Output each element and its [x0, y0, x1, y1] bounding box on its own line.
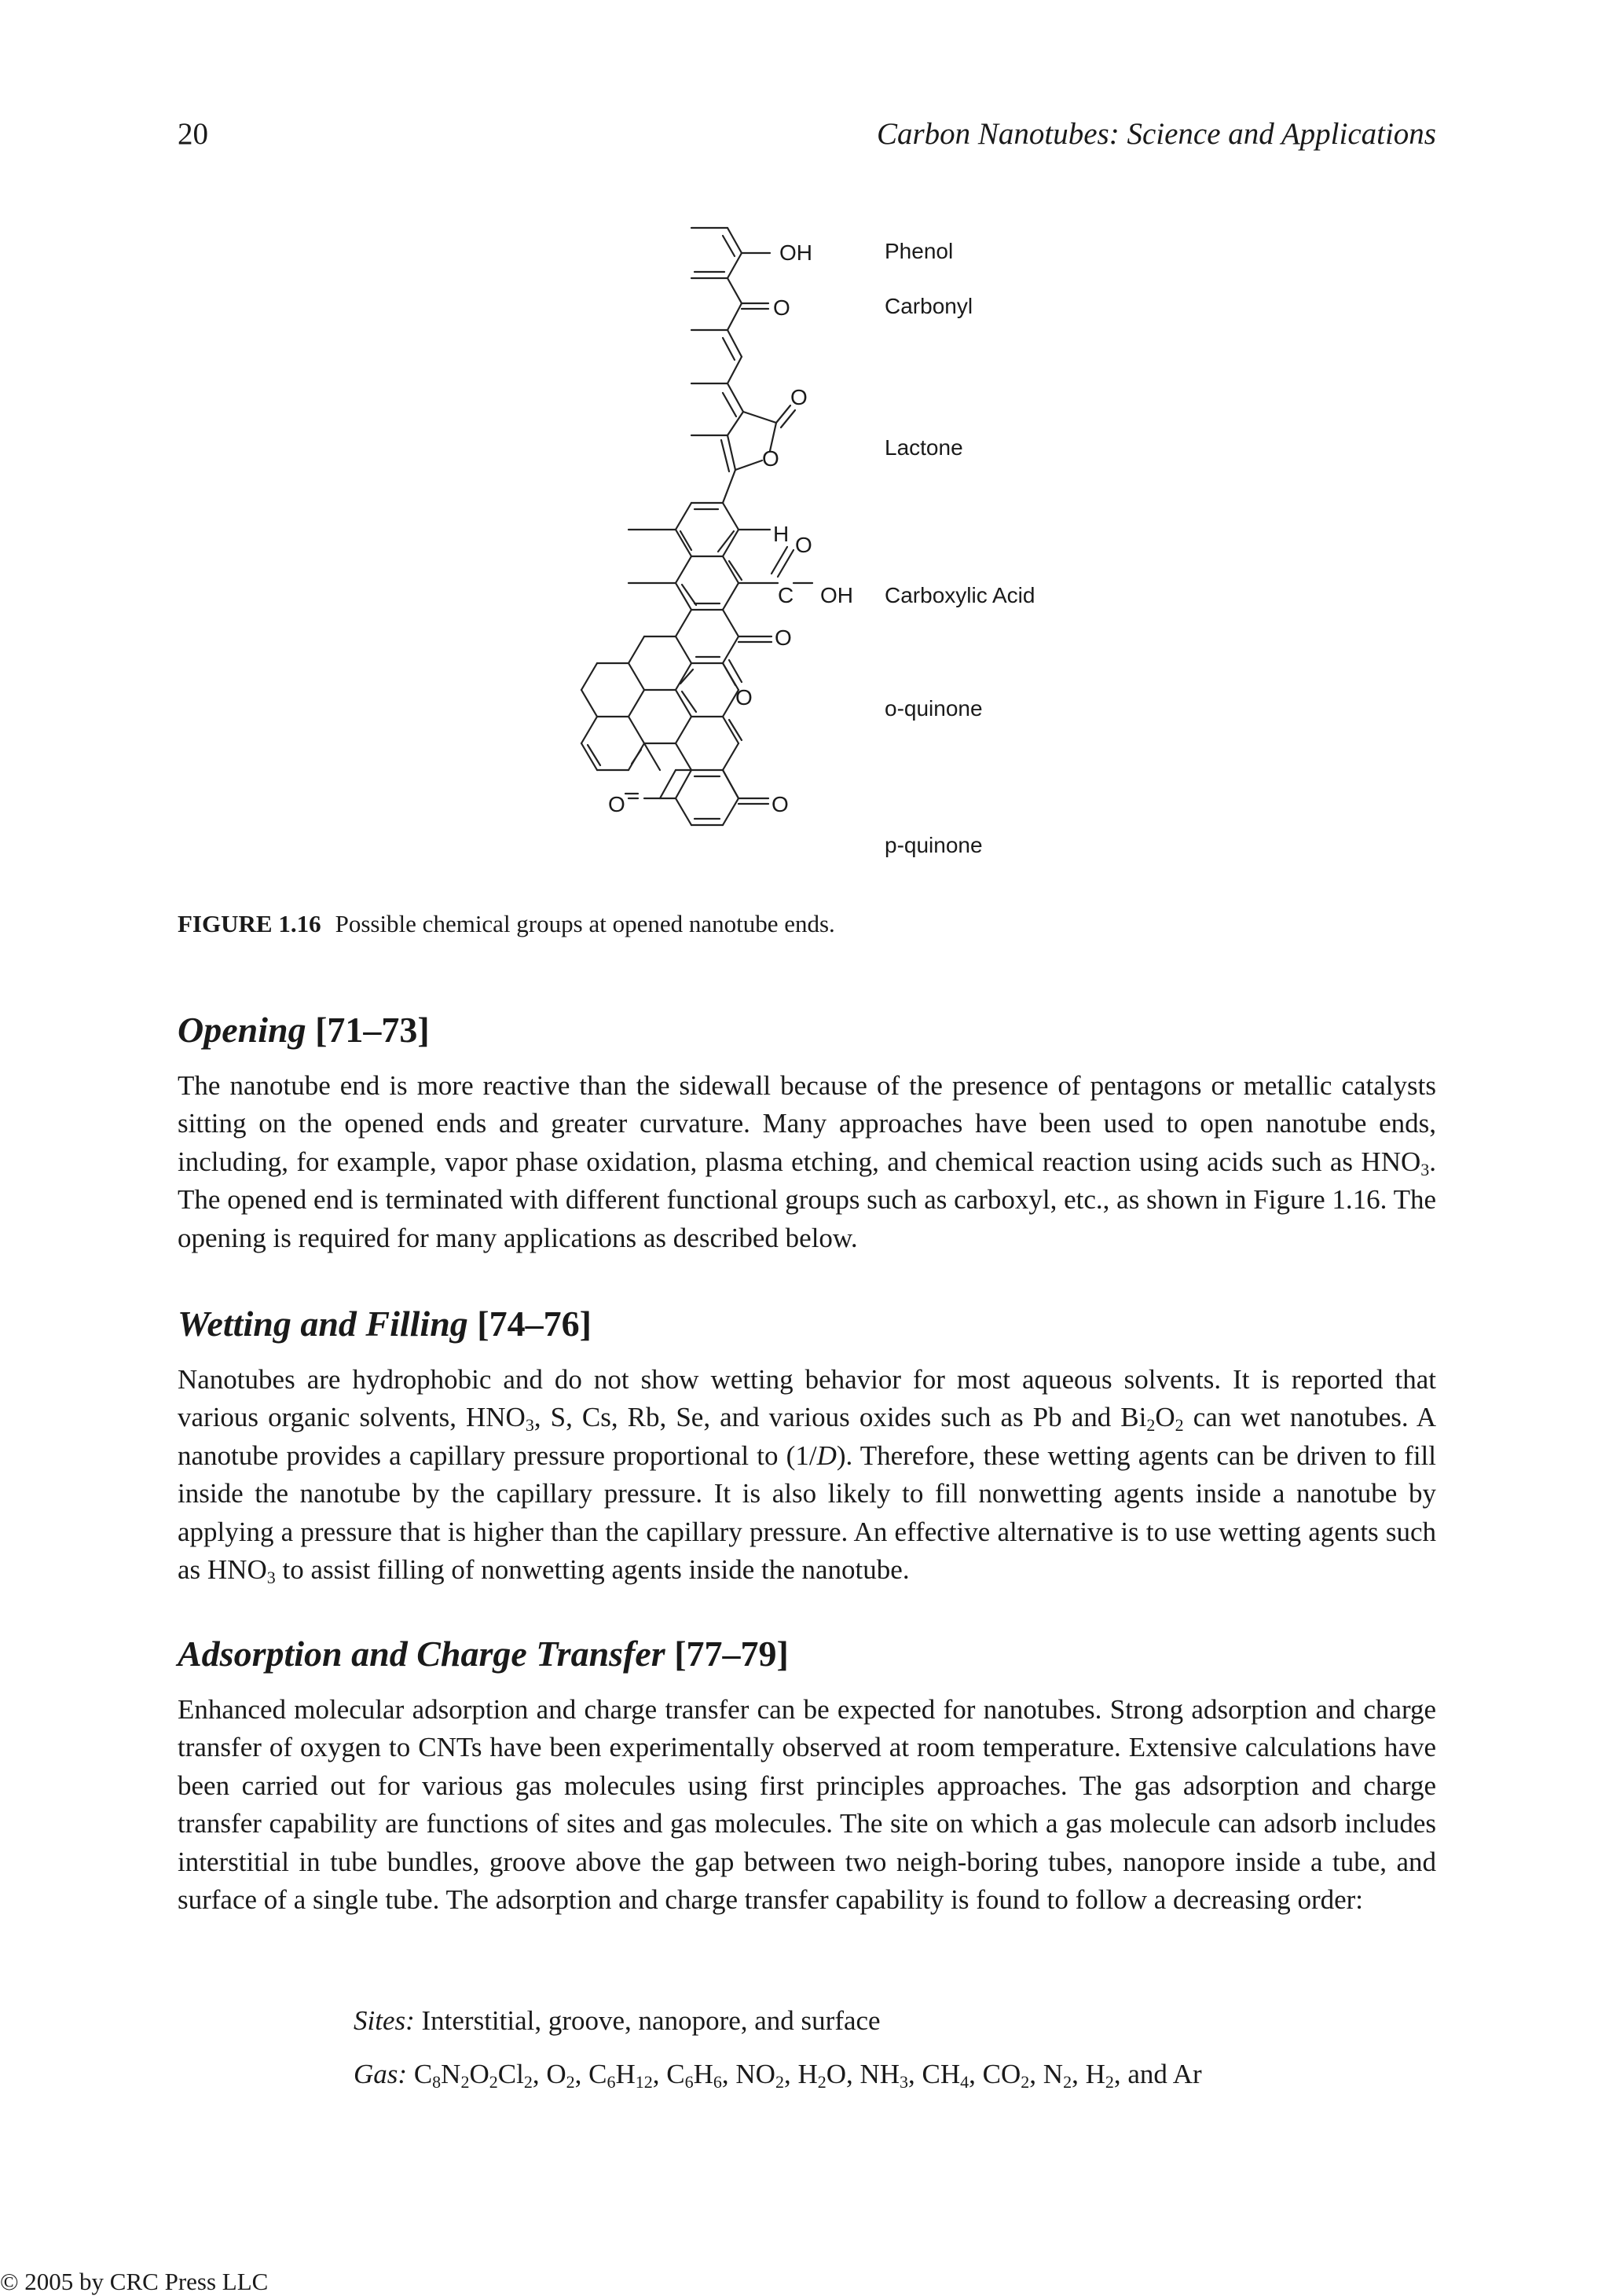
- heading-opening: [178, 1009, 430, 1051]
- bond: [723, 470, 735, 503]
- italic-variable: D: [816, 1440, 837, 1471]
- bond: [629, 690, 644, 717]
- text-run: O: [1155, 1402, 1175, 1433]
- label-phenol: Phenol: [885, 239, 954, 263]
- formula-subscript: 6: [607, 2072, 616, 2092]
- bond: [581, 690, 597, 717]
- bond: [735, 460, 762, 470]
- atom-o-carbonyl: O: [773, 295, 790, 320]
- subscript: 3: [525, 1415, 534, 1436]
- bond: [723, 798, 739, 825]
- formula-subscript: 2: [775, 2072, 784, 2092]
- formula-subscript: 8: [432, 2072, 442, 2092]
- formula-subscript: 6: [713, 2072, 722, 2092]
- paragraph-wetting: [178, 1361, 1436, 1589]
- atom-o-oquinone-2: O: [735, 685, 753, 710]
- formula-subscript: 3: [900, 2072, 909, 2092]
- subscript: 3: [266, 1568, 276, 1588]
- figure-1-16: [550, 211, 1100, 886]
- heading-refs: [77–79]: [674, 1634, 789, 1674]
- page-number: 20: [178, 117, 208, 151]
- bond: [728, 278, 742, 303]
- bond: [723, 583, 739, 610]
- bond: [644, 743, 660, 770]
- bond: [629, 636, 644, 663]
- atom-o-pquinone-left: O: [608, 792, 625, 816]
- formula-text: O, NH: [826, 2059, 900, 2089]
- paragraph-opening: [178, 1067, 1436, 1257]
- bond: [723, 610, 739, 636]
- label-p-quinone: p-quinone: [885, 833, 983, 857]
- heading-title: Wetting and Filling: [178, 1304, 468, 1344]
- double-bond-line: [721, 440, 729, 471]
- atom-o-lactone-ketone: O: [790, 385, 808, 409]
- formula-subscript: 2: [460, 2072, 470, 2092]
- formula-text: , O: [532, 2059, 566, 2089]
- formula-text: Cl: [497, 2059, 524, 2089]
- bond: [581, 717, 597, 743]
- formula-text: , N: [1029, 2059, 1064, 2089]
- bond: [676, 798, 691, 825]
- bond: [728, 330, 742, 357]
- text-run: can wet nanotubes. A nanotube provides a capillary pressure proportional to (1/: [178, 1402, 1436, 1471]
- formula-text: , and Ar: [1113, 2059, 1202, 2089]
- formula-subscript: 2: [817, 2072, 826, 2092]
- formula-text: N: [441, 2059, 461, 2089]
- formula-text: , CO: [969, 2059, 1021, 2089]
- formula-subscript: 2: [489, 2072, 498, 2092]
- book-title: Carbon Nanotubes: Science and Applications: [876, 117, 1436, 151]
- sites-label: Sites:: [354, 2005, 415, 2036]
- formula-subscript: 2: [1021, 2072, 1030, 2092]
- heading-title: Adsorption and Charge Transfer: [178, 1634, 665, 1674]
- heading-refs: [71–73]: [315, 1010, 430, 1050]
- formula-text: , C: [652, 2059, 685, 2089]
- atom-o-oquinone-1: O: [775, 625, 792, 650]
- bond: [676, 743, 691, 770]
- bond: [629, 717, 644, 743]
- bond: [676, 530, 691, 556]
- bond: [723, 636, 739, 663]
- bond: [723, 770, 739, 798]
- double-bond-line: [682, 585, 696, 605]
- paragraph-adsorption: Enhanced molecular adsorption and charge transfer can be expected for nanotubes. Strong adsorption and charge transfer of oxygen to CNTs have been experimentally observed at room temperature. Extensive calculations have been carried out for various gas molecules using first principles approaches. The gas adsorption and charge transfer capability are functions of sites and gas molecules. The site on which a gas molecule can adsorb includes interstitial in tube bundles, groove above the gap between two neigh-boring tubes, nanopore inside a tube, and surface of a single tube. The adsorption and charge transfer capability is found to follow a decreasing order:: [178, 1694, 1436, 1916]
- formula-subscript: 4: [960, 2072, 969, 2092]
- bond: [728, 435, 735, 470]
- sites-text: Interstitial, groove, nanopore, and surface: [414, 2005, 881, 2036]
- formula-subscript: 2: [1105, 2072, 1114, 2092]
- atom-oh-phenol: OH: [779, 240, 812, 265]
- bond: [723, 503, 739, 530]
- double-bond-line: [778, 550, 794, 577]
- bond: [676, 610, 691, 636]
- label-lactone: Lactone: [885, 435, 963, 460]
- chemical-structure-diagram: [550, 211, 1100, 886]
- text-run: ). Therefore, these wetting agents can be driven to fill inside the nanotube by the capillary pressure. It is also likely to fill nonwetting agents inside a nanotube by applying a pressure that is higher than the capillary pressure. An effective alternative is to use wetting agents such as HNO: [178, 1440, 1436, 1586]
- formula-text: H: [693, 2059, 713, 2089]
- text-run: to assist filling of nonwetting agents inside the nanotube.: [275, 1554, 910, 1586]
- formula-text: , CH: [908, 2059, 961, 2089]
- figure-caption: [178, 910, 1436, 938]
- atom-o-lactone-ring: O: [762, 446, 779, 471]
- bond: [676, 636, 691, 663]
- formula-text: , C: [574, 2059, 607, 2089]
- formula-subscript: 2: [523, 2072, 533, 2092]
- subscript: 2: [1146, 1415, 1156, 1436]
- text-run: , S, Cs, Rb, Se, and various oxides such as Pb and Bi: [533, 1402, 1147, 1433]
- heading-refs: [74–76]: [477, 1304, 592, 1344]
- subscript: 2: [1175, 1415, 1184, 1436]
- formula-subscript: 2: [1063, 2072, 1072, 2092]
- text-run: The nanotube end is more reactive than the sidewall because of the presence of pentagons or metallic catalysts sitting on the opened ends and greater curvature. Many approaches have been used to open nanotube ends, including, for example, vapor phase oxidation, plasma etching, and chemical reaction using acids such as HNO: [178, 1070, 1436, 1177]
- double-bond-line: [772, 547, 787, 574]
- caption-number: FIGURE 1.16: [178, 910, 321, 937]
- formula-text: H: [615, 2059, 636, 2089]
- caption-text: Possible chemical groups at opened nanotube ends.: [335, 910, 835, 937]
- heading-title: Opening: [178, 1010, 306, 1050]
- bond: [723, 743, 739, 770]
- subscript: 3: [1420, 1159, 1430, 1179]
- running-head: [178, 116, 1436, 156]
- bond: [581, 663, 597, 690]
- bond: [676, 503, 691, 530]
- atom-c-acid: C: [778, 583, 794, 607]
- double-bond-line: [588, 745, 600, 765]
- bond: [676, 717, 691, 743]
- formula-text: , H: [1072, 2059, 1105, 2089]
- atom-o-acid: O: [795, 533, 812, 557]
- formula-text: , NO: [721, 2059, 775, 2089]
- text-run: . The opened end is terminated with different functional groups such as carboxyl, etc., as shown in Figure 1.16. The opening is required for many applications as described below.: [178, 1146, 1436, 1253]
- double-bond-line: [781, 410, 795, 427]
- atom-h: H: [773, 522, 790, 546]
- bond: [676, 663, 691, 690]
- bond: [776, 405, 790, 423]
- list-sites: [354, 2005, 881, 2037]
- bond: [743, 412, 776, 423]
- bond: [676, 770, 691, 798]
- double-bond-line: [682, 691, 696, 712]
- gas-formula-list: [407, 2059, 1202, 2092]
- formula-text: C: [407, 2059, 433, 2089]
- bond: [728, 357, 742, 383]
- label-carboxylic-acid: Carboxylic Acid: [885, 583, 1035, 607]
- double-bond-line: [632, 750, 641, 764]
- label-o-quinone: o-quinone: [885, 696, 983, 721]
- copyright-footer: © 2005 by CRC Press LLC: [0, 2268, 269, 2295]
- formula-subscript: 6: [684, 2072, 694, 2092]
- bond: [676, 556, 691, 583]
- formula-subscript: 12: [635, 2072, 653, 2092]
- gas-label: Gas:: [354, 2059, 408, 2089]
- formula-subscript: 2: [566, 2072, 575, 2092]
- bond: [728, 383, 743, 412]
- atom-o-pquinone-right: O: [772, 792, 789, 816]
- atom-oh-acid: OH: [820, 583, 853, 607]
- bond: [629, 663, 644, 690]
- bond: [660, 770, 676, 798]
- heading-wetting: [178, 1303, 592, 1344]
- list-gas: [354, 2059, 1202, 2090]
- bond: [728, 303, 742, 330]
- formula-text: , H: [783, 2059, 818, 2089]
- bond: [723, 556, 739, 583]
- heading-adsorption: [178, 1633, 789, 1674]
- text-run: Nanotubes are hydrophobic and do not show wetting behavior for most aqueous solvents. It is reported that various organic solvents, HNO: [178, 1364, 1436, 1433]
- formula-text: O: [469, 2059, 489, 2089]
- label-carbonyl: Carbonyl: [885, 294, 973, 318]
